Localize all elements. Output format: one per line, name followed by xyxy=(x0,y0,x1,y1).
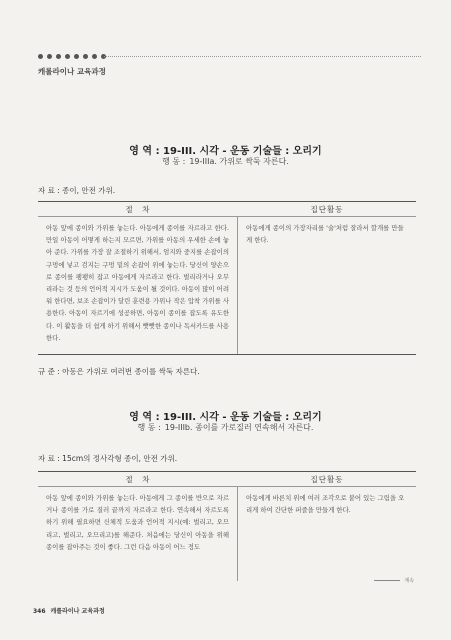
group-activity-header: 집단활동 xyxy=(310,474,344,484)
procedure-header: 절 차 xyxy=(125,474,151,484)
page-number: 346 xyxy=(33,608,46,615)
continued-marker xyxy=(374,577,414,584)
table-header xyxy=(38,202,416,217)
table-body xyxy=(38,217,416,354)
group-activity-header: 집단활동 xyxy=(310,204,344,214)
group-activity-text: 아동에게 바른치 위에 여러 조각으로 붙어 있는 그림을 오리게 하여 간단한 퍼즐을 만들게 한다. xyxy=(246,494,405,515)
activity-label: 행 동 : xyxy=(137,423,161,432)
header-rule xyxy=(104,56,421,57)
table-header xyxy=(38,472,416,487)
activity-text: 19-IIIa. 가위로 싹둑 자른다. xyxy=(189,157,289,166)
section-2-materials: 자 료 : 15cm의 정사각형 종이, 안전 가위. xyxy=(38,454,178,463)
procedure-text: 아동 앞에 종이와 가위를 놓는다. 아동에게 종이를 자르라고 한다. 만일 아동이 어떻게 하는지 모르면, 가위를 아동의 우세한 손에 놓아 준다. 가위를 가장 잘 조절하기 위해서, 엄지와 중지를 손잡이의 구멍에 넣고 검지는 구멍 밑의 손잡이 위에 놓는다. 당신이 양손으로 종이를 팽팽히 잡고 아동에게 자르라고 한다. 벌리라거나 오무리라는 것 등의 언어적 지시가 도움이 될 것이다. 아동이 많이 어려워 한다면, 보조 손잡이가 달린 훈련용 가위나 작은 압착 가위를 사용한다. 아동이 자르기에 성공하면, 아동이 종이를 잡도록 유도한다. 이 활동을 더 쉽게 하기 위해서 빳빳한 종이나 독서카드를 사용한다. xyxy=(38,217,238,354)
table-body xyxy=(38,487,416,581)
section-1-table xyxy=(38,201,416,355)
section-1-title: 영 역 : 19-III. 시각 - 운동 기술들 : 오리기 xyxy=(129,146,322,157)
section-1-criteria: 규 준 : 아동은 가위로 여러번 종이를 싹둑 자른다. xyxy=(38,367,200,376)
page-footer xyxy=(33,606,105,615)
continued-dash xyxy=(374,580,400,581)
section-2-title: 영 역 : 19-III. 시각 - 운동 기술들 : 오리기 xyxy=(129,412,322,423)
activity-text: 19-IIIb. 종이를 가로질러 연속해서 자른다. xyxy=(164,423,314,432)
procedure-text: 아동 앞에 종이와 가위를 놓는다. 아동에게 그 종이를 반으로 자르거나 종이를 가로 질러 끝까지 자르라고 한다. 연속해서 자르도록 하기 위해 필요하면 신체적 도움과 언어적 지시(예: 벌리고, 오므리고, 벌리고, 오므리고)를 해준다. 처음에는 당신이 아동을 위해 종이를 잡아주는 것이 좋다. 그런 다음 아동이 어느 정도 xyxy=(38,487,238,581)
group-activity-text: 아동에게 종이의 가장자리를 '술'처럼 잘라서 깔개를 만들게 한다. xyxy=(246,224,404,245)
continued-label: 계속 xyxy=(404,578,414,584)
section-2-activity xyxy=(0,422,451,433)
section-1-activity xyxy=(0,156,451,167)
running-header: 캐롤라이나 교육과정 xyxy=(38,67,106,76)
footer-title: 캐롤라이나 교육과정 xyxy=(50,608,105,615)
activity-label: 행 동 : xyxy=(162,157,186,166)
procedure-header: 절 차 xyxy=(125,204,151,214)
section-2-table xyxy=(38,471,416,581)
header-dots xyxy=(38,54,106,59)
section-1-materials: 자 료 : 종이, 안전 가위. xyxy=(38,186,116,195)
